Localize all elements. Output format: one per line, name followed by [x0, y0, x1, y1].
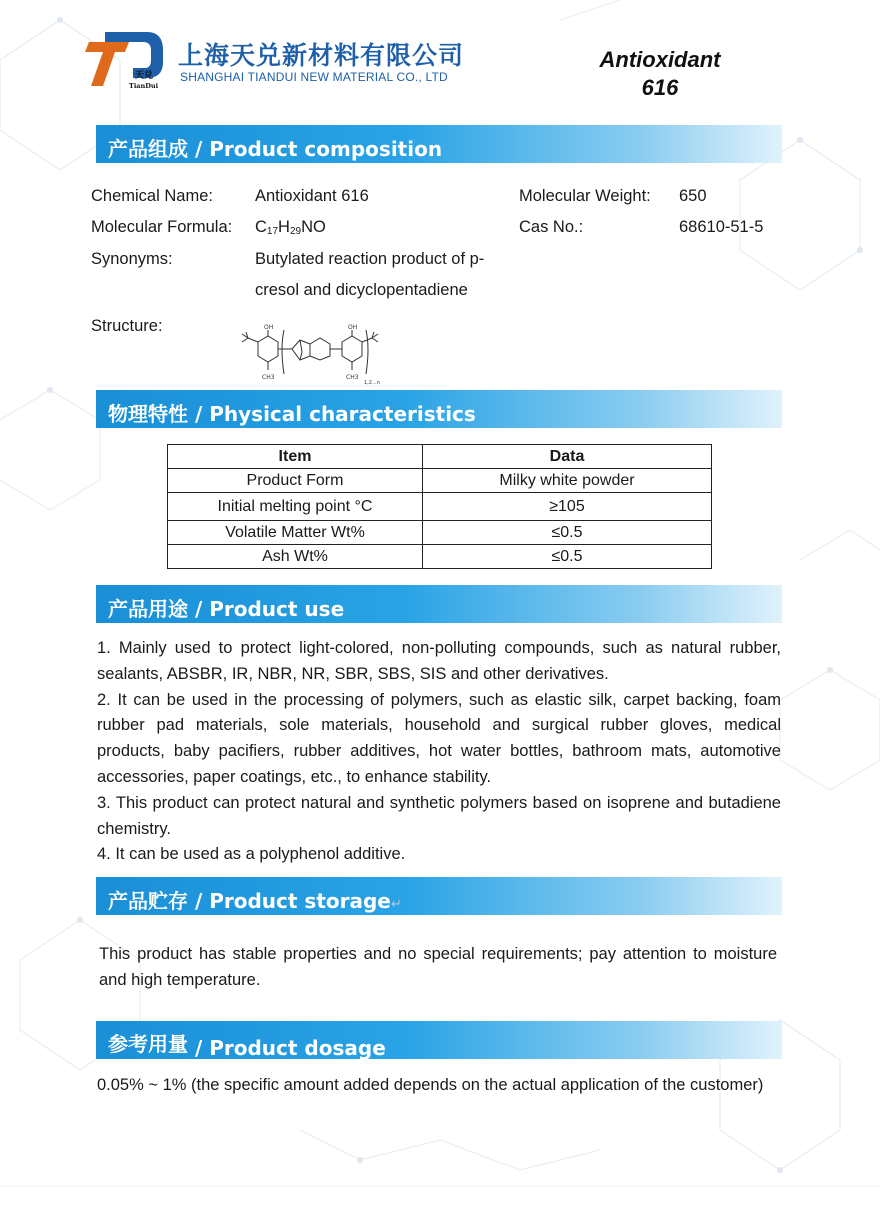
- synonyms-line2: cresol and dicyclopentadiene: [255, 281, 468, 299]
- section-title-storage-text: 产品贮存 / Product storage: [108, 889, 391, 913]
- table-header-item: Item: [168, 445, 423, 469]
- structure-label: Structure:: [91, 317, 163, 335]
- synonyms-label: Synonyms:: [91, 250, 173, 268]
- section-title-storage: [108, 885, 402, 914]
- formula-h: H: [278, 218, 290, 236]
- table-cell-data: ≤0.5: [423, 521, 712, 545]
- product-title: [560, 46, 760, 102]
- section-title-dosage-cn: 参考用量: [108, 1032, 188, 1056]
- physical-characteristics-table: [167, 444, 712, 569]
- formula-rest: NO: [301, 218, 326, 236]
- section-header-storage: [96, 877, 782, 915]
- table-cell-data: Milky white powder: [423, 469, 712, 493]
- table-cell-item: Product Form: [168, 469, 423, 493]
- svg-text:TianDui: TianDui: [129, 82, 159, 90]
- product-use-item: 2. It can be used in the processing of polymers, such as elastic silk, carpet backing, foam rubber pad materials, sole materials, household and surgical rubber gloves, medical products, baby pacifiers, rubber additives, hot water bottles, bathroom mats, automotive accessories, paper coatings, etc., to enhance stability.: [97, 690, 781, 786]
- structure-repeat-index: 1,2...n: [364, 380, 380, 386]
- company-name-en: SHANGHAI TIANDUI NEW MATERIAL CO., LTD: [180, 70, 448, 84]
- section-title-composition: 产品组成 / Product composition: [108, 137, 443, 161]
- chemical-structure-diagram: [236, 322, 400, 386]
- company-logo: [85, 28, 165, 90]
- product-use-item: 3. This product can protect natural and synthetic polymers based on isoprene and butadiene chemistry.: [97, 793, 781, 838]
- molecular-formula-label: Molecular Formula:: [91, 218, 233, 236]
- product-use-item: 1. Mainly used to protect light-colored, non-polluting compounds, such as natural rubber, sealants, ABSBR, IR, NBR, NR, SBR, SBS, SIS and other derivatives.: [97, 639, 781, 683]
- company-name-cn: 上海天兑新材料有限公司: [178, 41, 465, 70]
- storage-text: This product has stable properties and no special requirements; pay attention to moisture and high temperature.: [99, 945, 777, 989]
- section-header-use: [96, 585, 782, 623]
- formula-c-sub: 17: [266, 226, 279, 237]
- molecular-weight-label: Molecular Weight:: [519, 187, 651, 205]
- svg-text:天兑: 天兑: [135, 71, 154, 81]
- section-title-physical: 物理特性 / Physical characteristics: [108, 402, 476, 426]
- section-header-physical: [96, 390, 782, 428]
- product-use-list: [97, 636, 781, 868]
- molecular-formula-value: [255, 218, 326, 237]
- table-cell-data: ≤0.5: [423, 545, 712, 569]
- section-title-use: 产品用途 / Product use: [108, 597, 345, 621]
- chemical-name-value: Antioxidant 616: [255, 187, 369, 205]
- chemical-name-label: Chemical Name:: [91, 187, 213, 205]
- section-title-dosage-en: / Product dosage: [188, 1036, 386, 1060]
- product-use-item: 4. It can be used as a polyphenol additive.: [97, 845, 406, 864]
- paragraph-return-icon: ↵: [390, 897, 402, 912]
- table-row: [168, 493, 712, 521]
- table-row: [168, 469, 712, 493]
- table-header-data: Data: [423, 445, 712, 469]
- product-title-line1: Antioxidant: [599, 47, 721, 72]
- table-cell-item: Volatile Matter Wt%: [168, 521, 423, 545]
- table-row: [168, 521, 712, 545]
- cas-value: 68610-51-5: [679, 218, 764, 236]
- structure-oh-left: OH: [264, 324, 274, 331]
- section-header-dosage: [96, 1021, 782, 1059]
- formula-c: C: [255, 218, 267, 236]
- formula-h-sub: 29: [289, 226, 302, 237]
- dosage-text: 0.05% ~ 1% (the specific amount added depends on the actual application of the customer): [97, 1076, 764, 1094]
- table-cell-item: Ash Wt%: [168, 545, 423, 569]
- product-title-line2: 616: [641, 75, 679, 100]
- structure-oh-right: OH: [348, 324, 358, 331]
- section-header-composition: [96, 125, 782, 163]
- structure-ch3-left: CH3: [262, 374, 275, 381]
- table-cell-item: Initial melting point °C: [168, 493, 423, 521]
- synonyms-line1: Butylated reaction product of p-: [255, 250, 485, 268]
- table-header-row: [168, 445, 712, 469]
- structure-ch3-right: CH3: [346, 374, 359, 381]
- molecular-weight-value: 650: [679, 187, 707, 205]
- cas-label: Cas No.:: [519, 218, 584, 236]
- table-cell-data: ≥105: [423, 493, 712, 521]
- section-title-dosage: [108, 1028, 386, 1060]
- table-row: [168, 545, 712, 569]
